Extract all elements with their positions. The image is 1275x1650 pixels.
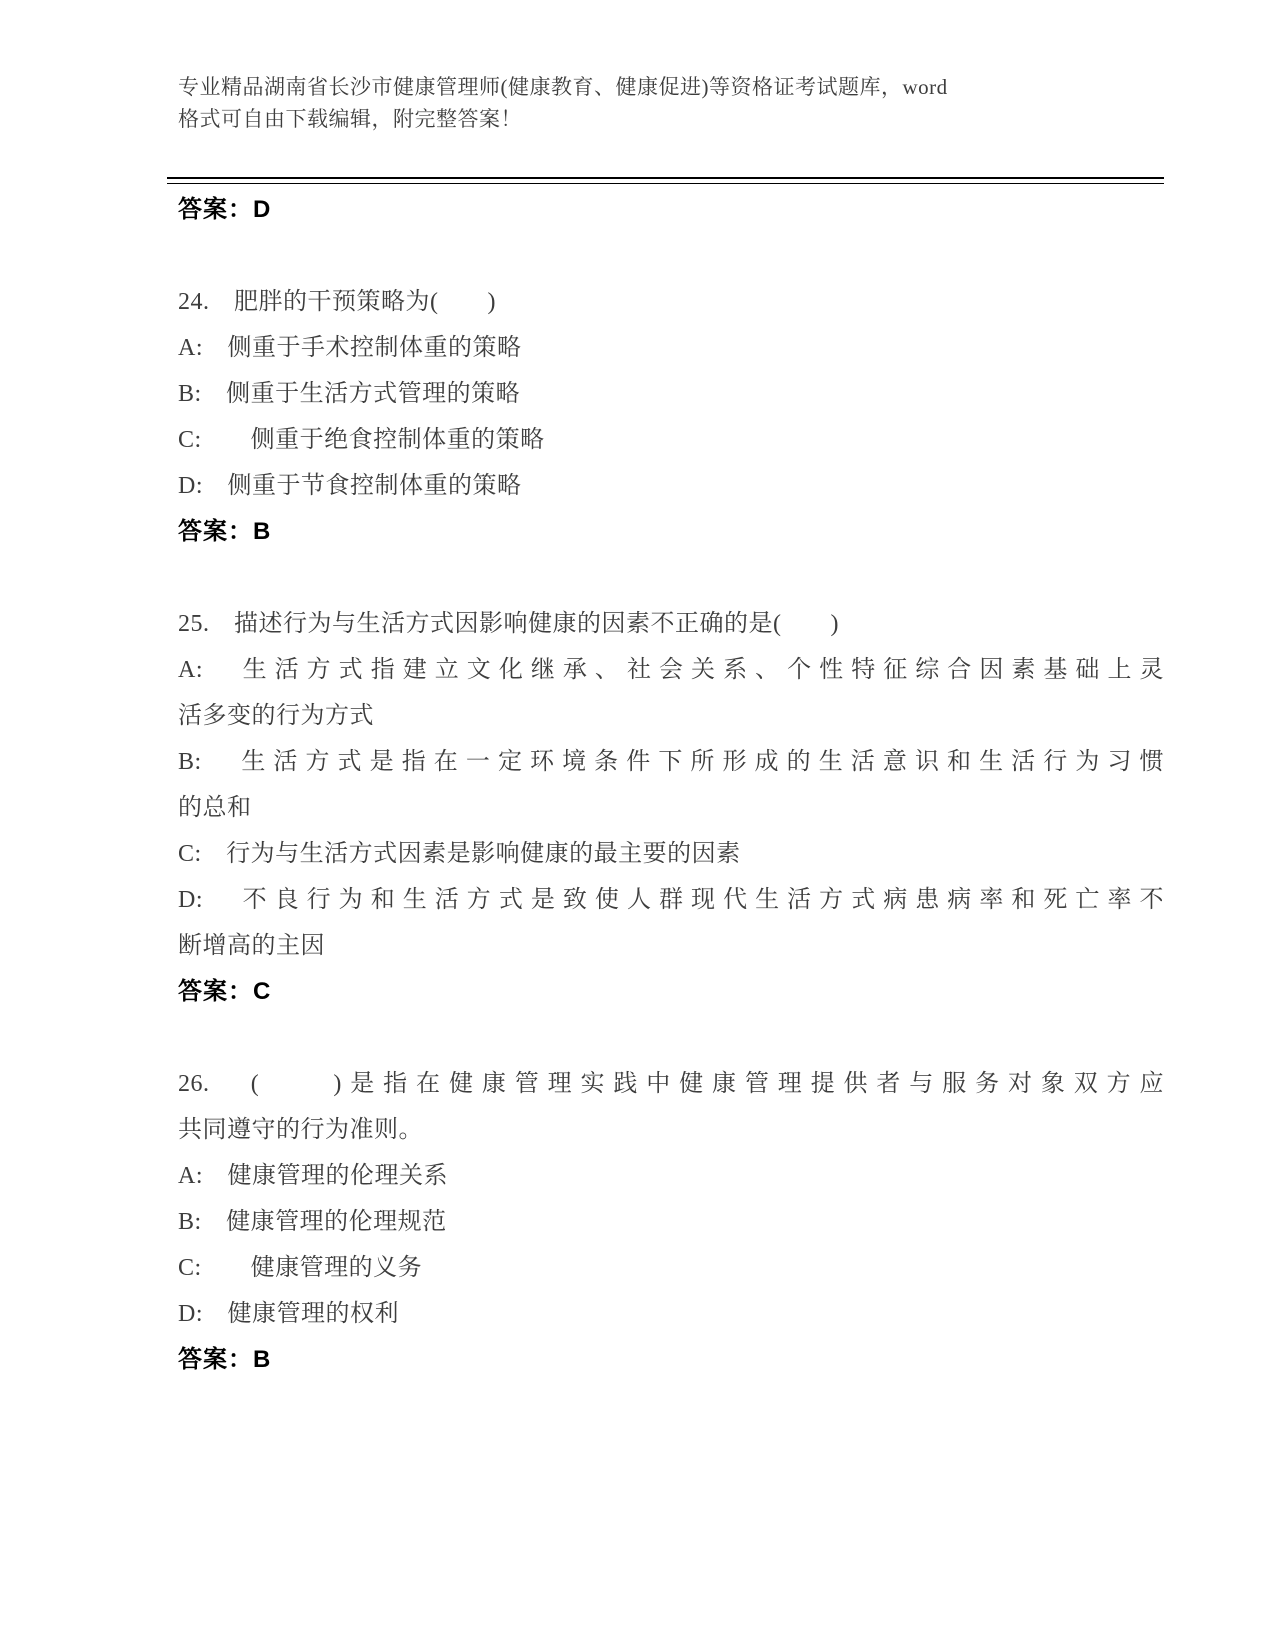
question-option-line: D: 不良行为和生活方式是致使人群现代生活方式病患病率和死亡率不 <box>178 887 1164 913</box>
question-option-line: B: 生活方式是指在一定环境条件下所形成的生活意识和生活行为习惯 <box>178 749 1164 775</box>
question-option-line: C: 健康管理的义务 <box>178 1255 423 1281</box>
question-option-line: 共同遵守的行为准则。 <box>178 1117 423 1143</box>
question-option-line: A: 侧重于手术控制体重的策略 <box>178 335 522 361</box>
question-option-line: D: 健康管理的权利 <box>178 1301 399 1327</box>
question-block <box>178 601 1164 969</box>
question-text-line: 24. 肥胖的干预策略为( ) <box>178 289 496 315</box>
question-option-line: 活多变的行为方式 <box>178 703 374 729</box>
answer-line: 答案：D <box>178 196 272 223</box>
page-content <box>178 0 1164 1383</box>
answer-block <box>178 187 1164 233</box>
question-option-line: C: 行为与生活方式因素是影响健康的最主要的因素 <box>178 841 741 867</box>
question-option-line: B: 侧重于生活方式管理的策略 <box>178 381 521 407</box>
question-option-line: 的总和 <box>178 795 252 821</box>
question-option-line: A: 健康管理的伦理关系 <box>178 1163 448 1189</box>
answer-block <box>178 1337 1164 1383</box>
header-rule <box>167 177 1164 184</box>
header-line-2: 格式可自由下载编辑，附完整答案！ <box>178 107 522 131</box>
question-option-line: D: 侧重于节食控制体重的策略 <box>178 473 522 499</box>
answer-line: 答案：C <box>178 978 272 1005</box>
question-option-line: B: 健康管理的伦理规范 <box>178 1209 447 1235</box>
question-option-line: 断增高的主因 <box>178 933 325 959</box>
answer-block <box>178 509 1164 555</box>
answer-block <box>178 969 1164 1015</box>
question-option-line: A: 生活方式指建立文化继承、社会关系、个性特征综合因素基础上灵 <box>178 657 1164 683</box>
answer-line: 答案：B <box>178 1346 272 1373</box>
question-text-line: 26. ( )是指在健康管理实践中健康管理提供者与服务对象双方应 <box>178 1071 1164 1097</box>
answer-line: 答案：B <box>178 518 272 545</box>
document-body <box>178 187 1164 1383</box>
question-block <box>178 279 1164 509</box>
header-line-1: 专业精品湖南省长沙市健康管理师(健康教育、健康促进)等资格证考试题库，word <box>178 75 948 99</box>
question-option-line: C: 侧重于绝食控制体重的策略 <box>178 427 545 453</box>
question-block <box>178 1061 1164 1337</box>
question-text-line: 25. 描述行为与生活方式因影响健康的因素不正确的是( ) <box>178 611 839 637</box>
